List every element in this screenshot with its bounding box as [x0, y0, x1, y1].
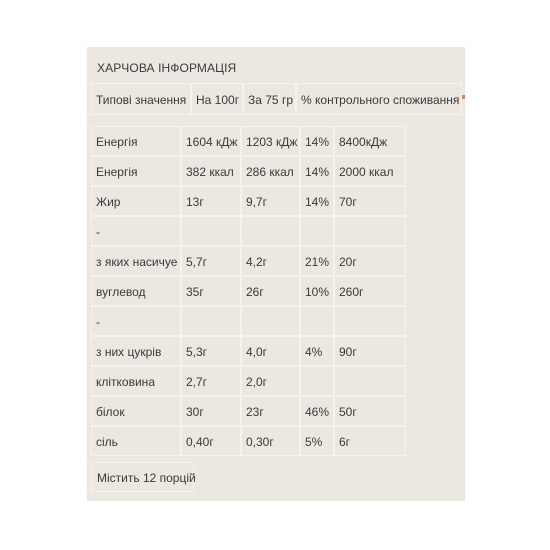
value-reference [334, 216, 406, 246]
table-row [91, 396, 411, 426]
table-row [91, 246, 411, 276]
row-label: - [91, 216, 181, 246]
header-per100: На 100г [191, 83, 243, 115]
header-typical: Типові значення [91, 83, 191, 115]
table-row [91, 426, 411, 456]
value-per100: 0,40г [181, 426, 241, 456]
value-per75: 4,0г [241, 336, 300, 366]
table-row [91, 126, 411, 156]
table-row [91, 186, 411, 216]
value-reference: 70г [334, 186, 406, 216]
value-percent [300, 216, 334, 246]
value-per75 [241, 306, 300, 336]
table-row [91, 366, 411, 396]
value-reference: 8400кДж [334, 126, 406, 156]
nutrition-panel [87, 47, 465, 501]
value-reference: 50г [334, 396, 406, 426]
value-per75: 9,7г [241, 186, 300, 216]
value-per100: 30г [181, 396, 241, 426]
value-per100: 5,3г [181, 336, 241, 366]
value-reference [334, 366, 406, 396]
value-reference: 20г [334, 246, 406, 276]
overflow-mark [462, 95, 465, 99]
value-percent: 10% [300, 276, 334, 306]
value-per75: 26г [241, 276, 300, 306]
value-per100: 2,7г [181, 366, 241, 396]
value-percent: 14% [300, 186, 334, 216]
value-per100 [181, 306, 241, 336]
row-label: сіль [91, 426, 181, 456]
value-percent: 5% [300, 426, 334, 456]
value-per75: 23г [241, 396, 300, 426]
row-label: клітковина [91, 366, 181, 396]
row-label: вуглевод [91, 276, 181, 306]
value-percent [300, 366, 334, 396]
table-header [87, 83, 465, 115]
value-percent: 21% [300, 246, 334, 276]
value-reference [334, 306, 406, 336]
value-percent: 46% [300, 396, 334, 426]
table-row [91, 306, 411, 336]
servings-note: Містить 12 порцій [91, 462, 194, 492]
value-per100: 13г [181, 186, 241, 216]
row-label: Жир [91, 186, 181, 216]
value-per75 [241, 216, 300, 246]
table-row [91, 216, 411, 246]
row-label: з них цукрів [91, 336, 181, 366]
row-label: - [91, 306, 181, 336]
value-per100 [181, 216, 241, 246]
value-per75: 0,30г [241, 426, 300, 456]
value-per75: 2,0г [241, 366, 300, 396]
value-percent: 4% [300, 336, 334, 366]
nutrition-title: ХАРЧОВА ІНФОРМАЦІЯ [97, 61, 237, 75]
value-percent: 14% [300, 126, 334, 156]
value-reference: 90г [334, 336, 406, 366]
value-per100: 5,7г [181, 246, 241, 276]
value-reference: 6г [334, 426, 406, 456]
header-per75: За 75 гр [243, 83, 296, 115]
value-per100: 382 ккал [181, 156, 241, 186]
value-per75: 4,2г [241, 246, 300, 276]
table-row [91, 336, 411, 366]
value-reference: 2000 ккал [334, 156, 406, 186]
value-percent [300, 306, 334, 336]
value-per75: 286 ккал [241, 156, 300, 186]
row-label: Енергія [91, 126, 181, 156]
table-row [91, 156, 411, 186]
value-per100: 35г [181, 276, 241, 306]
row-label: Енергія [91, 156, 181, 186]
row-label: білок [91, 396, 181, 426]
header-reference-intake: % контрольного споживання [296, 83, 462, 115]
row-label: з яких насичуе [91, 246, 181, 276]
value-percent: 14% [300, 156, 334, 186]
value-per75: 1203 кДж [241, 126, 300, 156]
value-reference: 260г [334, 276, 406, 306]
table-row [91, 276, 411, 306]
value-per100: 1604 кДж [181, 126, 241, 156]
